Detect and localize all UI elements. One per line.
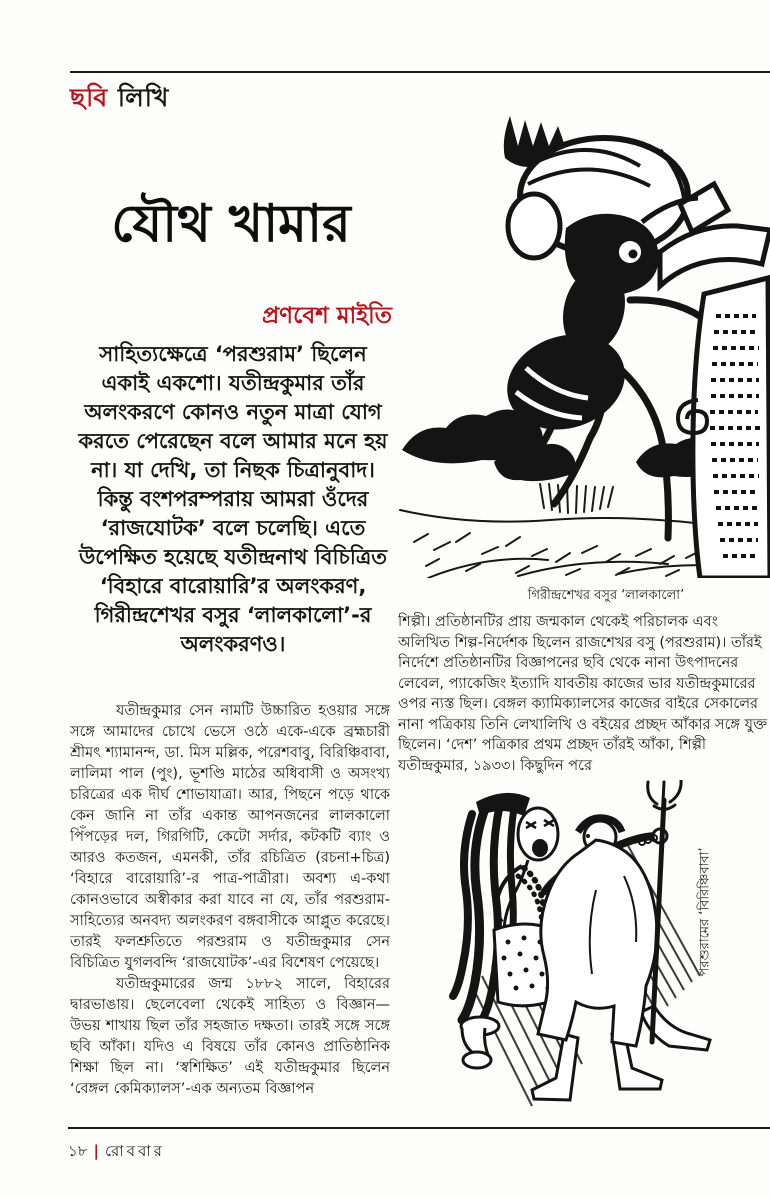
page-footer — [68, 1140, 165, 1165]
magazine-title: রোববার — [104, 1142, 165, 1160]
birinchibaba-cartoon-illustration — [428, 780, 728, 1125]
article-lead-paragraph: সাহিত্যক্ষেত্রে ‘পরশুরাম’ ছিলেন একাই একশো। যতীন্দ্রকুমার তাঁর অলংকরণে কোনও নতুন মাত্রা যোগ করতে পেরেছেন বলে আমার মনে হয় না। যা দেখি, তা নিছক চিত্রানুবাদ। কিন্তু বংশপরম্পরায় আমরা ওঁদের ‘রাজযোটক’ বলে চলেছি। এতে উপেক্ষিত হয়েছে যতীন্দ্রনাথ বিচিত্রিত ‘বিহারে বারোয়ারি’র অলংকরণ, গিরীন্দ্রশেখর বসুর ‘লালকালো’-র অলংকরণও। — [78, 342, 388, 656]
footer-rule — [68, 1127, 770, 1129]
figure-caption-lalkalo: গিরীন্দ্রশেখর বসুর ‘লালকালো’ — [527, 588, 685, 603]
article-body-right-column: শিল্পী। প্রতিষ্ঠানটির প্রায় জন্মকাল থেকেই পরিচালক এবং অলিখিত শিল্প-নির্দেশক ছিলেন রাজশেখর বসু (পরশুরাম)। তাঁরই নির্দেশে প্রতিষ্ঠানটির বিজ্ঞাপনের ছবি থেকে নানা উৎপাদনের লেবেল, প্যাকেজিং ইত্যাদি যাবতীয় কাজের ভার যতীন্দ্রকুমারের ওপর ন্যস্ত ছিল। বেঙ্গল ক্যামিক্যালসের কাজের বাইরে সেকালের নানা পত্রিকায় তিনি লেখালিখি ও বইয়ের প্রচ্ছদ আঁকার সঙ্গে যুক্ত ছিলেন। ‘দেশ’ পত্রিকার প্রথম প্রচ্ছদ তাঁরই আঁকা, শিল্পী যতীন্দ্রকুমার, ১৯৩৩। কিছুদিন পরে — [398, 614, 768, 774]
body-paragraph: যতীন্দ্রকুমারের জন্ম ১৮৮২ সালে, বিহারের দ্বারভাঙায়। ছেলেবেলা থেকেই সাহিত্য ও বিজ্ঞান— উভয় শাখায় ছিল তাঁর সহজাত দক্ষতা। তারই সঙ্গে সঙ্গে ছবি আঁকা। যদিও এ বিষয়ে তাঁর কোনও প্রাতিষ্ঠানিক শিক্ষা ছিল না। ‘স্বশিক্ষিত’ এই যতীন্দ্রকুমার ছিলেন ‘বেঙ্গল কেমিক্যালস’-এক অন্যতম বিজ্ঞাপন — [70, 976, 390, 1097]
figure-caption-birinchibaba-vertical: পরশুরামের ‘বিরিঞ্চিবাবা’ — [697, 847, 713, 977]
article-title: যৌথ খামার — [111, 194, 351, 254]
birinchibaba-cartoon-svg — [428, 780, 728, 1125]
body-paragraph: যতীন্দ্রকুমার সেন নামটি উচ্চারিত হওয়ার সঙ্গে সঙ্গে আমাদের চোখে ভেসে ওঠে একে-একে ব্রহ্মচারী শ্রীমৎ শ্যামানন্দ, ডা. মিস মল্লিক, পরেশবাবু, বিরিঞ্চিবাবা, লালিমা পাল (পুং), ভূশণ্ডি মাঠের অধিবাসী ও অসংখ্য চরিত্রের এক দীর্ঘ শোভাযাত্রা। আর, পিছনে পড়ে থাকে কেন জানি না তাঁর একান্ত আপনজনের লালকালো পিঁপড়ের দল, গিরগিটি, কেটো সর্দার, কটকটি ব্যাং ও আরও কতজন, এমনকী, তাঁর রচিত্রিত (রচনা+চিত্র) ‘বিহারে বারোয়ারি’-র পাত্র-পাত্রীরা। অবশ্য এ-কথা কোনওভাবে অস্বীকার করা যাবে না যে, তাঁর পরশুরাম-সাহিত্যের অনবদ্য অলংকরণ বঙ্গবাসীকে আপ্লুত করেছে। তারই ফলশ্রুতিতে পরশুরাম ও যতীন্দ্রকুমার সেন বিচিত্রিত যুগলবন্দি ‘রাজযোটক’-এর বিশেষণ পেয়েছে। — [70, 703, 390, 971]
section-label-red-word: ছবি — [70, 83, 109, 112]
page-number: ১৮ — [68, 1142, 88, 1160]
section-label — [70, 78, 169, 121]
header-rule — [70, 71, 770, 73]
ant-cartoon-svg — [398, 110, 770, 578]
footer-separator: | — [93, 1142, 99, 1160]
ant-cartoon-illustration — [398, 110, 770, 578]
article-byline: প্রণবেশ মাইতি — [262, 303, 392, 329]
article-body-left-column — [70, 701, 390, 1100]
section-label-black-word: লিখি — [108, 83, 170, 112]
